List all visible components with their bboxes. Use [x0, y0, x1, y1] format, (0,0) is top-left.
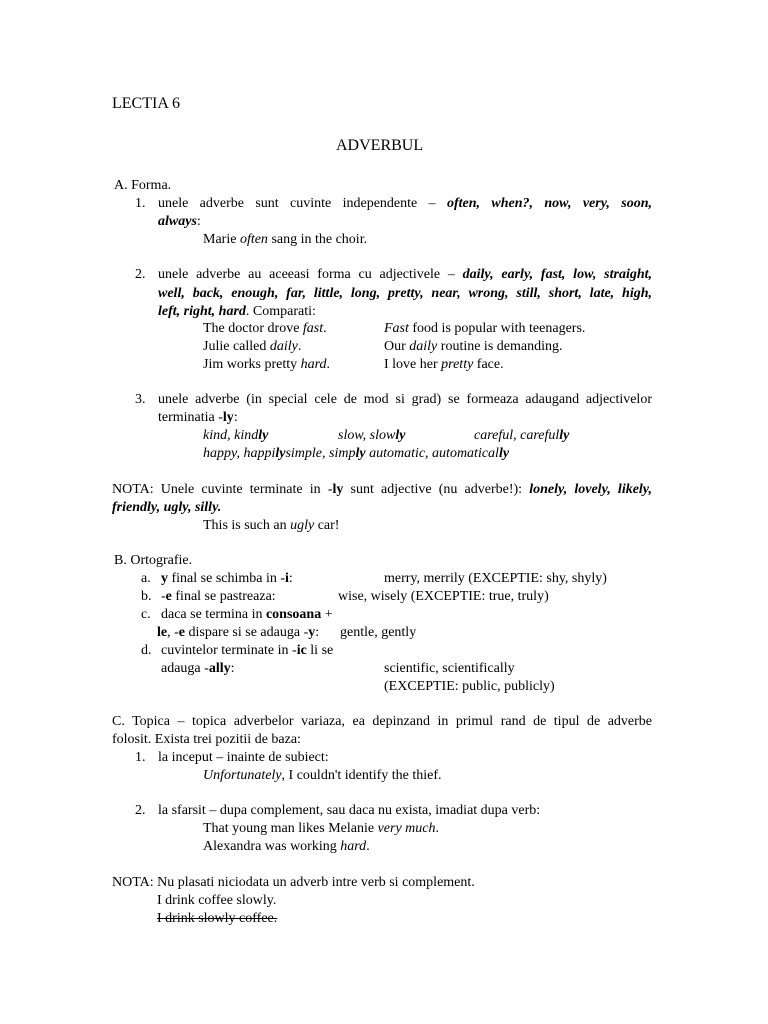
c-nota-correct-example: I drink coffee slowly.	[157, 893, 277, 908]
a-item2-ex2-left: Julie called daily.	[203, 339, 302, 354]
b-item-b-example: wise, wisely (EXCEPTIE: true, truly)	[338, 589, 549, 604]
b-item-d-exception: (EXCEPTIE: public, publicly)	[384, 679, 555, 694]
c-item2-text: la sfarsit – dupa complement, sau daca nu exista, imadiat dupa verb:	[158, 803, 541, 818]
b-item-a-example: merry, merrily (EXCEPTIE: shy, shyly)	[384, 571, 607, 586]
a-item3-line1: unele adverbe (in special cele de mod si grad) se formeaza adaugand adjectivelor	[158, 392, 652, 407]
b-item-b-rule: -e final se pastreaza:	[161, 589, 276, 604]
b-item-d-example: scientific, scientifically	[384, 661, 515, 676]
a-nota-line1: NOTA: Unele cuvinte terminate in -ly sunt adjective (nu adverbe!): lonely, lovely, likely,	[112, 482, 653, 497]
section-c-line2: folosit. Exista trei pozitii de baza:	[112, 732, 301, 747]
a-item2-ex1-left: The doctor drove fast.	[203, 321, 327, 336]
lesson-title: LECTIA 6	[112, 95, 180, 112]
a-item1-example: Marie often sang in the choir.	[203, 232, 368, 247]
a-item3-row2: happy, happilysimple, simply automatic, automatically	[203, 446, 510, 461]
b-item-a-rule: y final se schimba in -i:	[161, 571, 293, 586]
a-item1-line1: unele adverbe sunt cuvinte independente – often, when?, now, very, soon,	[158, 196, 652, 211]
section-b-title: B. Ortografie.	[114, 553, 193, 568]
c-item1-example: Unfortunately, I couldn't identify the thief.	[203, 768, 442, 783]
b-item-c-rule-line2: le, -e dispare si se adauga -y:	[157, 625, 320, 640]
b-item-c-example: gentle, gently	[340, 625, 417, 640]
a-item1-line2: always:	[158, 214, 201, 229]
c-item2-example1: That young man likes Melanie very much.	[203, 821, 439, 836]
a-item1-num: 1.	[135, 196, 146, 211]
a-item3-num: 3.	[135, 392, 146, 407]
b-item-d-rule-line1: cuvintelor terminate in -ic li se	[161, 643, 334, 658]
c-item2-example2: Alexandra was working hard.	[203, 839, 370, 854]
c-item2-num: 2.	[135, 803, 146, 818]
a-item2-ex3-right: I love her pretty face.	[384, 357, 504, 372]
a-item3-pair3: careful, carefully	[474, 428, 570, 443]
a-nota-example: This is such an ugly car!	[203, 518, 340, 533]
c-nota: NOTA: Nu plasati niciodata un adverb intre verb si complement.	[112, 875, 475, 890]
a-item2-num: 2.	[135, 267, 146, 282]
a-item3-pair1: kind, kindly	[203, 428, 269, 443]
a-item2-ex3-left: Jim works pretty hard.	[203, 357, 331, 372]
c-item1-num: 1.	[135, 750, 146, 765]
a-item2-ex2-right: Our daily routine is demanding.	[384, 339, 563, 354]
c-nota-wrong-example: I drink slowly coffee.	[157, 911, 278, 926]
page-heading: ADVERBUL	[336, 137, 424, 154]
b-item-d-letter: d.	[141, 643, 152, 658]
section-a-title: A. Forma.	[114, 178, 172, 193]
a-item2-ex1-right: Fast food is popular with teenagers.	[384, 321, 586, 336]
a-item2-line3: left, right, hard. Comparati:	[158, 304, 316, 319]
a-item3-pair2: slow, slowly	[338, 428, 406, 443]
a-item2-line1: unele adverbe au aceeasi forma cu adjectivele – daily, early, fast, low, straight,	[158, 267, 653, 282]
b-item-b-letter: b.	[141, 589, 152, 604]
b-item-c-rule-line1: daca se termina in consoana +	[161, 607, 333, 622]
b-item-c-letter: c.	[141, 607, 151, 622]
a-item2-line2: well, back, enough, far, little, long, pretty, near, wrong, still, short, late, high,	[158, 286, 652, 301]
a-item3-line2: terminatia -ly:	[158, 410, 238, 425]
c-item1-text: la inceput – inainte de subiect:	[158, 750, 329, 765]
section-c-line1: C. Topica – topica adverbelor variaza, ea depinzand in primul rand de tipul de adverbe	[112, 714, 652, 729]
b-item-a-letter: a.	[141, 571, 151, 586]
b-item-d-rule-line2: adauga -ally:	[161, 661, 235, 676]
a-nota-line2: friendly, ugly, silly.	[112, 500, 222, 515]
